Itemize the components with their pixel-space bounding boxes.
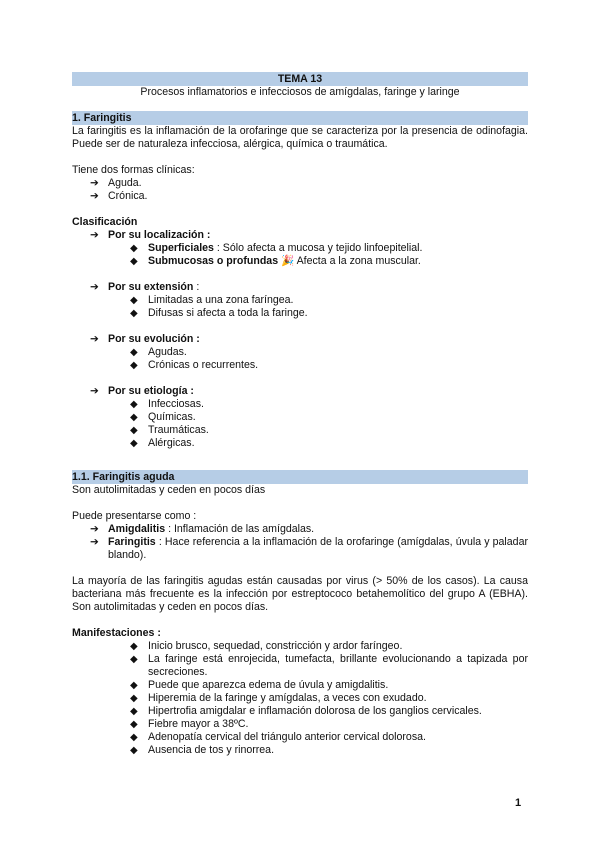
diamond-bullet-icon: ◆ — [130, 308, 138, 319]
topic-subtitle: Procesos inflamatorios e infecciosos de amígdalas, faringe y laringe — [140, 86, 460, 98]
diamond-bullet-icon: ◆ — [130, 745, 138, 756]
page-number: 1 — [515, 797, 522, 809]
arrow-icon: ➔ — [90, 523, 99, 535]
list-item: ◆ Hiperemia de la faringe y amígdalas, a veces con exudado. — [72, 692, 528, 705]
diamond-bullet-icon: ◆ — [130, 256, 138, 267]
list-item: ◆ Químicas. — [72, 411, 528, 424]
diamond-bullet-icon: ◆ — [130, 680, 138, 691]
list-item: ◆ Inicio brusco, sequedad, constricción y ardor faríngeo. — [72, 640, 528, 653]
arrow-icon: ➔ — [90, 177, 99, 189]
manifestaciones-heading: Manifestaciones : — [72, 627, 161, 639]
diamond-bullet-icon: ◆ — [130, 732, 138, 743]
arrow-icon: ➔ — [90, 333, 99, 345]
list-item: ◆ La faringe está enrojecida, tumefacta, brillante evolucionando a tapizada por secreciones. — [72, 653, 528, 679]
diamond-bullet-icon: ◆ — [130, 412, 138, 423]
diamond-bullet-icon: ◆ — [130, 399, 138, 410]
clasif-extension: ➔ Por su extensión : — [72, 281, 528, 294]
clasif-localizacion: ➔ Por su localización : — [72, 229, 528, 242]
diamond-bullet-icon: ◆ — [130, 641, 138, 652]
clasif-etiologia: ➔ Por su etiología : — [72, 385, 528, 398]
list-item: ◆ Puede que aparezca edema de úvula y amigdalitis. — [72, 679, 528, 692]
diamond-bullet-icon: ◆ — [130, 693, 138, 704]
list-item: ◆ Hipertrofia amigdalar e inflamación dolorosa de los ganglios cervicales. — [72, 705, 528, 718]
list-item: ◆ Submucosas o profundas 🎉 Afecta a la zona muscular. — [72, 255, 528, 268]
topic-title: TEMA 13 — [72, 72, 528, 86]
diamond-bullet-icon: ◆ — [130, 295, 138, 306]
aguda-paragraph: La mayoría de las faringitis agudas están causadas por virus (> 50% de los casos). La causa bacteriana más frecuente es la infección por estreptococo betahemolítico del grupo A (EBHA). Son autolimitadas y ceden en pocos días. — [72, 575, 528, 613]
list-item: ◆ Superficiales : Sólo afecta a mucosa y tejido linfoepitelial. — [72, 242, 528, 255]
section-heading-faringitis-aguda: 1.1. Faringitis aguda — [72, 470, 528, 484]
list-item: ◆ Alérgicas. — [72, 437, 528, 450]
aguda-intro: Son autolimitadas y ceden en pocos días — [72, 484, 266, 496]
list-item: ◆ Difusas si afecta a toda la faringe. — [72, 307, 528, 320]
diamond-bullet-icon: ◆ — [130, 347, 138, 358]
list-item: ◆ Traumáticas. — [72, 424, 528, 437]
list-item: ◆ Fiebre mayor a 38ºC. — [72, 718, 528, 731]
diamond-bullet-icon: ◆ — [130, 438, 138, 449]
diamond-bullet-icon: ◆ — [130, 243, 138, 254]
list-item: ➔ Crónica. — [72, 190, 528, 203]
clasif-evolucion: ➔ Por su evolución : — [72, 333, 528, 346]
clasificacion-heading: Clasificación — [72, 216, 138, 228]
list-item: ◆ Adenopatía cervical del triángulo anterior cervical dolorosa. — [72, 731, 528, 744]
presentar-label: Puede presentarse como : — [72, 510, 197, 522]
diamond-bullet-icon: ◆ — [130, 706, 138, 717]
arrow-icon: ➔ — [90, 281, 99, 293]
list-item: ◆ Limitadas a una zona faríngea. — [72, 294, 528, 307]
list-item: ➔ Faringitis : Hace referencia a la inflamación de la orofaringe (amígdalas, úvula y paladar blando). — [72, 536, 528, 562]
section-heading-faringitis: 1. Faringitis — [72, 111, 528, 125]
arrow-icon: ➔ — [90, 385, 99, 397]
diamond-bullet-icon: ◆ — [130, 654, 138, 665]
list-item: ◆ Agudas. — [72, 346, 528, 359]
list-item: ◆ Crónicas o recurrentes. — [72, 359, 528, 372]
diamond-bullet-icon: ◆ — [130, 360, 138, 371]
list-item: ◆ Ausencia de tos y rinorrea. — [72, 744, 528, 757]
arrow-icon: ➔ — [90, 536, 99, 548]
diamond-bullet-icon: ◆ — [130, 425, 138, 436]
forms-label: Tiene dos formas clínicas: — [72, 164, 195, 176]
document-page — [72, 72, 528, 757]
list-item: ◆ Infecciosas. — [72, 398, 528, 411]
arrow-icon: ➔ — [90, 229, 99, 241]
faringitis-intro: La faringitis es la inflamación de la orofaringe que se caracteriza por la presencia de odinofagia. Puede ser de naturaleza infecciosa, alérgica, química o traumática. — [72, 125, 528, 150]
list-item: ➔ Aguda. — [72, 177, 528, 190]
list-item: ➔ Amigdalitis : Inflamación de las amígdalas. — [72, 523, 528, 536]
arrow-icon: ➔ — [90, 190, 99, 202]
diamond-bullet-icon: ◆ — [130, 719, 138, 730]
